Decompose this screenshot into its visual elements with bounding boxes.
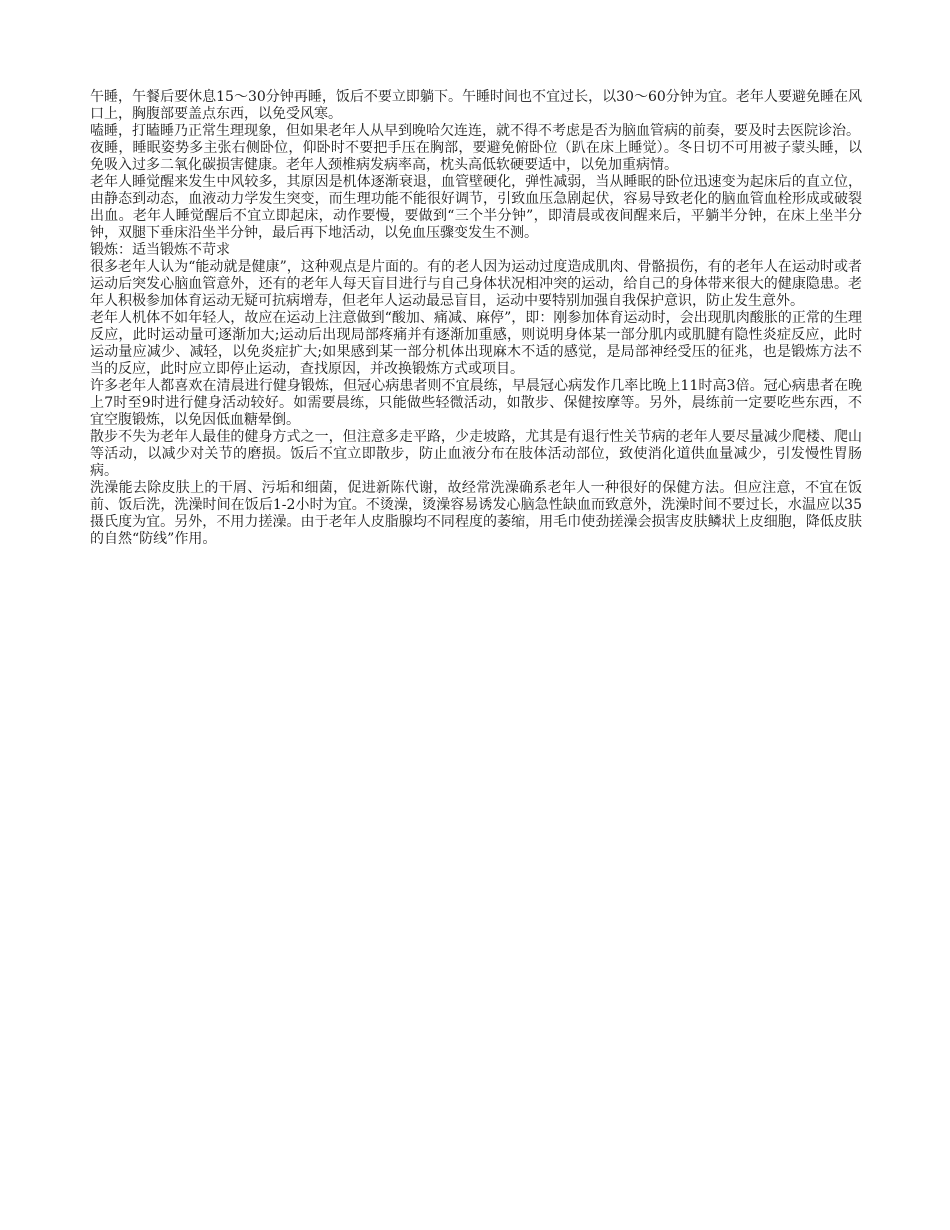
paragraph-bathing: 洗澡能去除皮肤上的干屑、污垢和细菌，促进新陈代谢，故经常洗澡确系老年人一种很好的保健方法。但应注意，不宜在饭前、饭后洗，洗澡时间在饭后1-2小时为宜。不烫澡，烫澡容易诱发心脑急性缺血而致意外，洗澡时间不要过长，水温应以35摄氏度为宜。另外，不用力搓澡。由于老年人皮脂腺均不同程度的萎缩，用毛巾使劲搓澡会损害皮肤鳞状上皮细胞，降低皮肤的自然“防线”作用。 <box>90 480 862 547</box>
paragraph-night-sleep: 夜睡，睡眠姿势多主张右侧卧位，仰卧时不要把手压在胸部，要避免俯卧位（趴在床上睡觉）。冬日切不可用被子蒙头睡，以免吸入过多二氧化碳损害健康。老年人颈椎病发病率高，枕头高低软硬要适中，以免加重病情。 <box>90 140 862 173</box>
paragraph-nap: 午睡，午餐后要休息15～30分钟再睡，饭后不要立即躺下。午睡时间也不宜过长，以30～60分钟为宜。老年人要避免睡在风口上，胸腹部要盖点东西，以免受风寒。 <box>90 89 862 122</box>
paragraph-walking: 散步不失为老年人最佳的健身方式之一，但注意多走平路，少走坡路，尤其是有退行性关节病的老年人要尽量减少爬楼、爬山等活动，以减少对关节的磨损。饭后不宜立即散步，防止血液分布在肢体活动部位，致使消化道供血量减少，引发慢性胃肠病。 <box>90 429 862 479</box>
paragraph-doze: 嗑睡，打瞌睡乃正常生理现象，但如果老年人从早到晚哈欠连连，就不得不考虑是否为脑血管病的前奏，要及时去医院诊治。 <box>90 123 860 139</box>
paragraph-exercise-rule: 老年人机体不如年轻人，故应在运动上注意做到“酸加、痛减、麻停”，即：刚参加体育运动时，会出现肌肉酸胀的正常的生理反应，此时运动量可逐渐加大;运动后出现局部疼痛并有逐渐加重感，则说明身体某一部分肌内或肌腱有隐性炎症反应，此时运动量应减少、减轻，以免炎症扩大;如果感到某一部分机体出现麻木不适的感觉，是局部神经受压的征兆，也是锻炼方法不当的反应，此时应立即停止运动，查找原因，并改换锻炼方式或项目。 <box>90 310 862 377</box>
paragraph-morning-exercise: 许多老年人都喜欢在清晨进行健身锻炼，但冠心病患者则不宜晨练，早晨冠心病发作几率比晚上11时高3倍。冠心病患者在晚上7时至9时进行健身活动较好。如需要晨练，只能做些轻微活动，如散步、保健按摩等。另外，晨练前一定要吃些东西，不宜空腹锻炼，以免因低血糖晕倒。 <box>90 378 862 428</box>
section-heading-exercise: 锻炼：适当锻炼不苛求 <box>90 242 230 258</box>
paragraph-exercise-intro: 很多老年人认为“能动就是健康”，这种观点是片面的。有的老人因为运动过度造成肌肉、骨骼损伤，有的老年人在运动时或者运动后突发心脑血管意外，还有的老年人每天盲目进行与自己身体状况相冲突的运动，给自己的身体带来很大的健康隐患。老年人积极参加体育运动无疑可抗病增寿，但老年人运动最忌盲目，运动中要特别加强自我保护意识，防止发生意外。 <box>90 259 862 309</box>
paragraph-waking: 老年人睡觉醒来发生中风较多，其原因是机体逐渐衰退，血管壁硬化，弹性减弱，当从睡眠的卧位迅速变为起床后的直立位，由静态到动态，血液动力学发生突变，而生理功能不能很好调节，引致血压急剧起伏，容易导致老化的脑血管血栓形成或破裂出血。老年人睡觉醒后不宜立即起床，动作要慢，要做到“三个半分钟”，即清晨或夜间醒来后，平躺半分钟，在床上坐半分钟，双腿下垂床沿坐半分钟，最后再下地活动，以免血压骤变发生不测。 <box>90 174 862 241</box>
document-body <box>90 89 862 548</box>
